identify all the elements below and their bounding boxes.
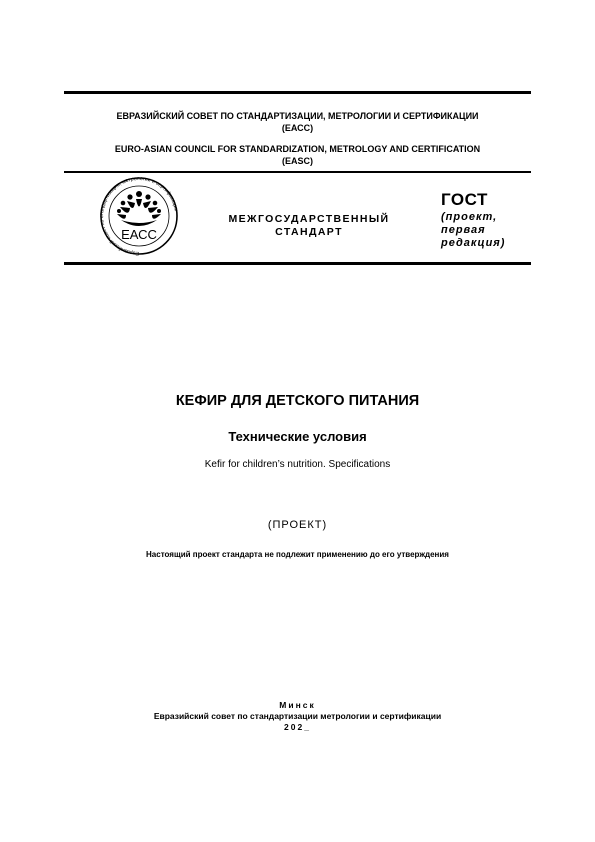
council-name-en <box>0 143 595 167</box>
gost-label: ГОСТ <box>441 190 488 209</box>
standard-type-line1: МЕЖГОСУДАРСТВЕННЫЙ <box>228 213 390 225</box>
council-name-ru-text: ЕВРАЗИЙСКИЙ СОВЕТ ПО СТАНДАРТИЗАЦИИ, МЕТРОЛОГИИ И СЕРТИФИКАЦИИ <box>116 111 479 121</box>
header-rule <box>64 171 531 173</box>
top-rule <box>64 91 531 94</box>
bottom-header-rule <box>64 262 531 265</box>
standard-type <box>200 213 418 239</box>
document-subtitle: Технические условия <box>228 429 367 444</box>
footer-year: 202_ <box>284 722 311 732</box>
council-abbr-en: (EASC) <box>282 156 313 166</box>
footer <box>0 700 595 733</box>
easc-emblem-icon <box>95 176 183 256</box>
project-notice: Настоящий проект стандарта не подлежит применению до его утверждения <box>146 550 449 559</box>
footer-publisher: Евразийский совет по стандартизации метрологии и сертификации <box>153 711 442 721</box>
council-name-ru <box>0 110 595 134</box>
emblem-ring-text: Евразийский совет по стандартизации, метрологии и сертификации <box>99 176 179 256</box>
project-label: (ПРОЕКТ) <box>267 519 328 531</box>
draft-edition-note <box>441 211 551 250</box>
council-abbr-ru: (ЕАСС) <box>281 123 314 133</box>
footer-city: Минск <box>279 700 316 710</box>
document-title-en: Kefir for children’s nutrition. Specifications <box>204 459 391 470</box>
document-title: КЕФИР ДЛЯ ДЕТСКОГО ПИТАНИЯ <box>175 393 420 409</box>
standard-type-line2: СТАНДАРТ <box>275 226 343 238</box>
emblem-text: ЕАСС <box>121 227 157 242</box>
council-name-en-text: EURO-ASIAN COUNCIL FOR STANDARDIZATION, METROLOGY AND CERTIFICATION <box>114 144 481 154</box>
draft-line1: (проект, <box>441 211 498 223</box>
svg-text:Евразийский совет по стандарти <box>99 176 179 256</box>
draft-line2: первая <box>441 224 486 236</box>
draft-line3: редакция) <box>441 237 506 249</box>
